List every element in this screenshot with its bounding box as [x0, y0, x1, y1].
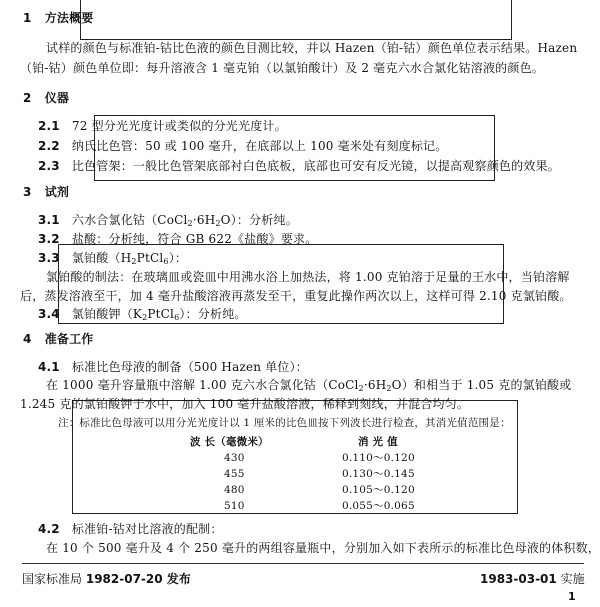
list-item [38, 250, 187, 270]
extinction-table [190, 434, 415, 514]
formula-text: O）：分析纯。 [220, 213, 298, 227]
paragraph-line: 试样的颜色与标准铂-钴比色液的颜色目测比较，并以 Hazen（铂-钴）颜色单位表示结果。Hazen [46, 41, 578, 55]
formula-text: PtCl [147, 307, 175, 321]
list-item [38, 231, 317, 247]
item-number: 4.1 [38, 360, 60, 374]
paragraph-line: 在 10 个 500 毫升及 4 个 250 毫升的两组容量瓶中，分别加入如下表所示的标准比色母液的体积数， [46, 541, 600, 555]
page-number: 1 [568, 590, 576, 603]
subscript: 2 [386, 384, 392, 393]
formula-text: 氯铂酸（H [71, 251, 132, 265]
table-cell-wavelength: 430 [224, 452, 245, 464]
list-item [38, 118, 287, 134]
subscript: 2 [215, 219, 221, 228]
formula-text: PtCl [136, 251, 164, 265]
table-cell-extinction: 0.055～0.065 [342, 500, 415, 512]
annotation-box-top [80, 0, 512, 40]
footer-issue [22, 570, 191, 587]
item-text: 72 型分光光度计或类似的分光光度计。 [71, 119, 287, 133]
section-3-heading [23, 184, 69, 200]
item-number: 3.1 [38, 213, 60, 227]
table-cell-extinction: 0.105～0.120 [342, 484, 415, 496]
list-item [38, 521, 223, 537]
issue-date: 1982-07-20 发布 [85, 572, 191, 586]
table-row [190, 498, 415, 514]
paragraph-text: ·6H [363, 378, 387, 392]
footer-divider [22, 563, 584, 564]
subscript: 2 [187, 219, 193, 228]
formula-text: ·6H [192, 213, 216, 227]
subscript: 2 [358, 384, 364, 393]
item-number: 4.2 [38, 522, 60, 536]
item-text: 纳氏比色管：50 或 100 毫升，在底部以上 100 毫米处有刻度标记。 [71, 139, 448, 153]
table-row [190, 482, 415, 498]
table-cell-extinction: 0.130～0.145 [342, 468, 415, 480]
table-header-wavelength: 波 长（毫微米） [190, 436, 269, 448]
list-item [38, 158, 560, 174]
item-number: 3.4 [38, 307, 60, 321]
table-cell-extinction: 0.110～0.120 [342, 452, 415, 464]
effective-label: 实施 [560, 572, 585, 586]
list-item [38, 306, 247, 326]
section-title: 方法概要 [44, 11, 94, 25]
item-number: 2.3 [38, 159, 60, 173]
section-2-heading [23, 90, 69, 106]
item-text: 比色管架：一般比色管架底部衬白色底板，底部也可安有反光镜，以提高观察颜色的效果。 [71, 159, 560, 173]
subscript: 2 [142, 313, 148, 322]
paragraph-text: 在 1000 毫升容量瓶中溶解 1.00 克六水合氯化钴（CoCl [46, 378, 359, 392]
paragraph-text: O）和相当于 1.05 克的氯铂酸或 [391, 378, 572, 392]
section-4-heading [23, 331, 94, 347]
table-cell-wavelength: 455 [224, 468, 245, 480]
item-text: 盐酸：分析纯，符合 GB 622《盐酸》要求。 [71, 232, 318, 246]
section-number: 1 [23, 11, 32, 25]
paragraph-line: （铂-钴）颜色单位即：每升溶液含 1 毫克铂（以氯铂酸计）及 2 毫克六水合氯化钴溶液的颜色。 [20, 61, 544, 75]
subscript: 2 [131, 257, 137, 266]
section-number: 4 [23, 332, 32, 346]
table-cell-wavelength: 510 [224, 500, 245, 512]
formula-text: ）： [168, 251, 188, 265]
list-item [38, 138, 447, 154]
item-number: 2.1 [38, 119, 60, 133]
section-title: 试剂 [44, 185, 70, 199]
section-title: 准备工作 [44, 332, 94, 346]
item-text: 标准铂-钴对比溶液的配制： [71, 522, 223, 536]
section-number: 3 [23, 185, 32, 199]
formula-text: 氯铂酸钾（K [71, 307, 143, 321]
list-item [38, 359, 308, 375]
subscript: 6 [174, 313, 180, 322]
paragraph-line: 1.245 克的氯铂酸钾于水中，加入 100 毫升盐酸溶液，稀释到刻线，并混合均匀。 [20, 397, 470, 411]
section-number: 2 [23, 91, 32, 105]
effective-date: 1983-03-01 [480, 572, 557, 586]
section-1-heading [23, 10, 94, 26]
table-header-row [190, 434, 415, 450]
paragraph-line: 后，蒸发溶液至干，加 4 毫升盐酸溶液再蒸发至干，重复此操作两次以上，这样可得 2.10 克氯铂酸。 [20, 289, 572, 303]
formula-text: 六水合氯化钴（CoCl [71, 213, 188, 227]
item-number: 2.2 [38, 139, 60, 153]
list-item [38, 212, 298, 232]
table-row [190, 466, 415, 482]
table-cell-wavelength: 480 [224, 484, 245, 496]
table-header-extinction: 消 光 值 [358, 436, 398, 448]
section-title: 仪器 [44, 91, 70, 105]
formula-text: ）：分析纯。 [179, 307, 247, 321]
subscript: 6 [163, 257, 169, 266]
table-row [190, 450, 415, 466]
item-number: 3.3 [38, 251, 60, 265]
item-number: 3.2 [38, 232, 60, 246]
paragraph-line [46, 377, 571, 397]
footer-effective [480, 570, 585, 587]
note-text: 注：标准比色母液可以用分光光度计以 1 厘米的比色皿按下列波长进行检查，其消光值范围是： [58, 417, 511, 429]
paragraph-line: 氯铂酸的制法：在玻璃皿或瓷皿中用沸水浴上加热法，将 1.00 克铂溶于足量的王水中，当铂溶解 [46, 270, 570, 284]
issuer-label: 国家标准局 [22, 572, 83, 586]
item-text: 标准比色母液的制备（500 Hazen 单位）： [71, 360, 309, 374]
